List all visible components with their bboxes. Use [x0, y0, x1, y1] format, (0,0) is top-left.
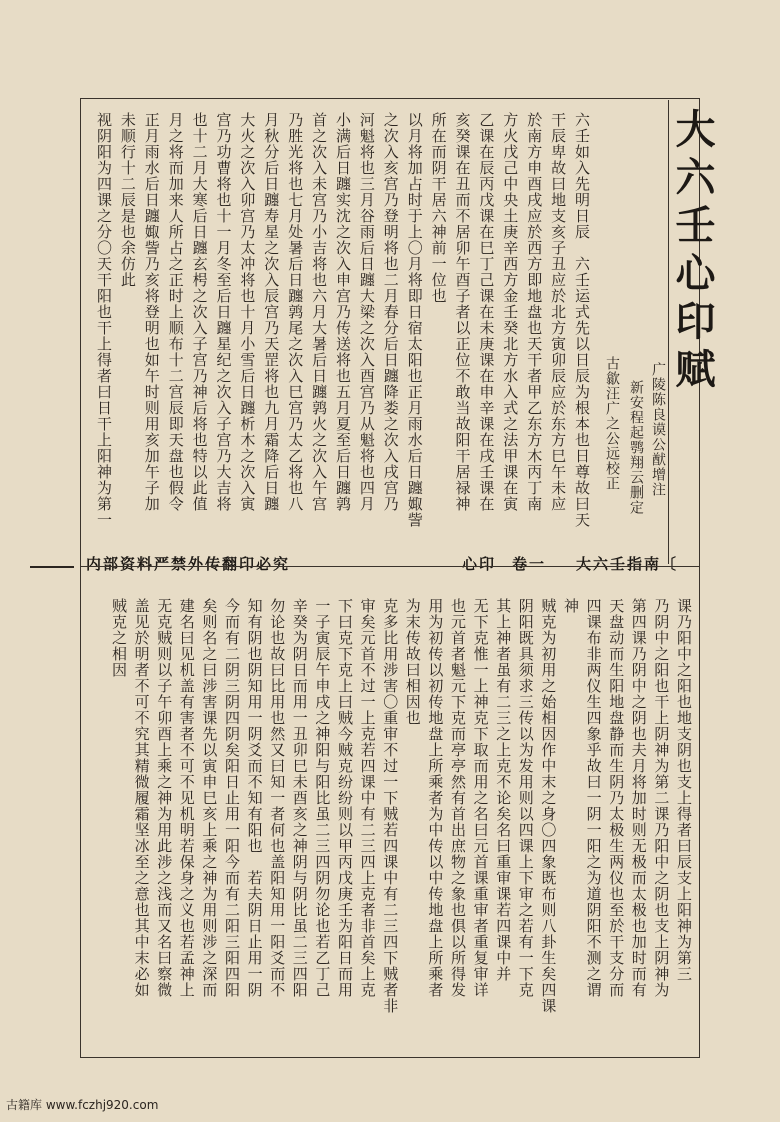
text-column-bottom-22: 矣则名之曰涉害课先以寅申巳亥上乘之神为用则涉之深而: [200, 598, 219, 998]
page-title: 大六壬心印赋: [669, 108, 716, 396]
text-column-bottom-9: 其上神者虽有二三之上克不论矣名曰重审课若四课中并: [494, 598, 513, 982]
text-column-top-8: 以月将加占时于上〇月将即日宿太阳也正月雨水后日躔娵訾: [405, 112, 424, 528]
text-column-bottom-6: 神: [562, 598, 580, 614]
text-column-top-4: 方火戊己中央土庚辛西方金壬癸北方水入式之法甲课在寅: [501, 112, 520, 512]
text-column-top-20: 未顺行十二辰是也余仿此: [118, 112, 137, 288]
text-column-top-21: 视阴阳为四课之分〇天干阳也干上得者曰日干上阳神为第一: [95, 112, 113, 528]
text-column-top-13: 乃胜光将也七月处暑后日躔鹑尾之次入巳宫乃太乙将也八: [286, 112, 305, 512]
author-line-1: 广陵陈良谟公猷增注: [650, 362, 666, 497]
text-column-bottom-25: 盖见於明者不可不究其精微履霜坚冰至之意也其中末必如: [132, 598, 151, 998]
text-column-top-11: 小满后日躔实沈之次入申宫乃传送将也五月夏至后日躔鹑: [334, 112, 352, 512]
text-column-bottom-4: 天盘动而生阳地盘静而生阴乃太极生两仪也至於干支分而: [607, 598, 626, 998]
text-column-bottom-21: 今而有二阴三阴四阴矣阳日止用一阳今而有二阳三阳四阳: [223, 598, 241, 998]
site-watermark: 古籍库 www.fczhj920.com: [6, 1098, 159, 1112]
text-column-bottom-13: 为末传故曰相因也: [403, 598, 422, 726]
band-volume: 卷一: [512, 555, 547, 573]
text-column-top-6: 亥癸课在丑而不居卯午酉子者以正位不敢当故阳干居禄神: [453, 112, 472, 512]
text-column-bottom-7: 贼克为初用之始相因作中末之身〇四象既布则八卦生矣四课: [539, 598, 558, 1014]
text-column-bottom-10: 无下克惟一上神克下取而用之名曰元首课重审者重复审详: [471, 598, 490, 998]
text-column-top-12: 首之次入未宫乃小吉将也六月大暑后日躔鹑火之次入午宫: [310, 112, 329, 512]
text-column-bottom-11: 也元首者魁元下克而亭亭然有首出庶物之象也俱以所得发: [449, 598, 467, 998]
author-line-2: 新安程起鹗翔云删定: [628, 380, 644, 515]
band-left-label: 大六壬指南〔: [576, 555, 679, 573]
band-section: 心印: [462, 555, 497, 573]
text-column-bottom-14: 克多比用涉害〇重审不过一下贼若四课中有二三四下贼者非: [381, 598, 400, 1014]
text-column-bottom-17: 一子寅辰午申戌之神阳与阳比虽二三四阴勿论也若乙丁己: [313, 598, 332, 998]
text-column-top-17: 也十二月大寒后日躔玄枵之次入子宫乃神后将也特以此值: [190, 112, 209, 512]
text-column-bottom-3: 第四课乃阴中之阴也夫月将加时则无极而太极也加时而有: [629, 598, 648, 998]
text-column-bottom-16: 下曰克下克上曰贼今贼克纷纷则以甲丙戊庚壬为阳日而用: [336, 598, 354, 998]
text-column-top-15: 大火之次入卯宫乃太冲将也十月小雪后日躔析木之次入寅: [238, 112, 257, 512]
text-column-top-9: 之次入亥宫乃登明将也二月春分后日躔降娄之次入戌宫乃: [381, 112, 400, 512]
text-column-bottom-1: 课乃阳中之阳也地支阴也支上得者曰辰支上阳神为第三: [675, 598, 693, 982]
text-column-top-2: 干辰卑故曰地支亥子丑应於北方寅卯辰应於东方巳午未应: [549, 112, 568, 512]
band-notice: 内部资料严禁外传翻印必究: [86, 555, 291, 573]
text-column-bottom-26: 贼克之相因: [110, 598, 128, 678]
text-column-top-14: 月秋分后日躔寿星之次入辰宫乃天罡将也九月霜降后日躔: [262, 112, 281, 512]
text-column-bottom-2: 乃阴中之阳也干上阴神为第二课乃阳中之阴也支上阴神为: [652, 598, 671, 998]
text-column-bottom-18: 辛癸为阴日而用一丑卯巳未酉亥之神阴与阴比虽二三四阳: [290, 598, 309, 998]
text-column-bottom-8: 阴阳既具须求三传以为发用则以四课上下审之若有一下克: [516, 598, 535, 998]
text-column-top-7: 所在而阴干居六神前一位也: [429, 112, 448, 304]
text-column-bottom-5: 四课布非两仪生四象乎故曰一阴一阳之为道阴阳不测之谓: [584, 598, 603, 998]
author-line-3: 古歙汪广之公远校正: [604, 356, 620, 491]
text-column-bottom-12: 用为初传以初传地盘上所乘者为中传以中传地盘上所乘者: [426, 598, 445, 998]
text-column-bottom-19: 勿论也故曰比用也然又曰知一者何也盖阳知用一阳爻而不: [268, 598, 287, 998]
text-column-bottom-15: 审矣元首不过一上克若四课中有二三四上克者非首矣上克: [358, 598, 377, 998]
text-column-top-19: 正月雨水后日躔娵訾乃亥将登明也如午时则用亥加午子加: [142, 112, 161, 512]
text-column-top-1: 六壬如入先明日辰 六壬运式先以日辰为根本也日尊故曰天: [573, 112, 591, 528]
text-column-bottom-20: 知有阴也阴知用一阴爻而不知有阳也 若夫阴日止用一阴: [245, 598, 264, 998]
text-column-bottom-24: 无克贼则以子午卯酉上乘之神为用此涉之浅而又名曰察微: [155, 598, 174, 998]
text-column-bottom-23: 建名曰见机盖有害者不可不见机明若保身之义也若孟神上: [177, 598, 196, 998]
frame-divider: [80, 566, 700, 567]
band-line: [30, 566, 74, 568]
text-column-top-10: 河魁将也三月谷雨后日躔大梁之次入酉宫乃从魁将也四月: [357, 112, 376, 512]
text-column-top-3: 於南方申酉戌应於西方即地盘也天干者甲乙东方木丙丁南: [525, 112, 544, 512]
text-column-top-18: 月之将而加来人所占之正时上顺布十二宫辰即天盘也假令: [166, 112, 185, 512]
text-column-top-5: 乙课在辰丙戊课在巳丁己课在未庚课在申辛课在戌壬课在: [477, 112, 496, 512]
text-column-top-16: 宫乃功曹将也十一月冬至后日躔星纪之次入子宫乃大吉将: [214, 112, 233, 512]
